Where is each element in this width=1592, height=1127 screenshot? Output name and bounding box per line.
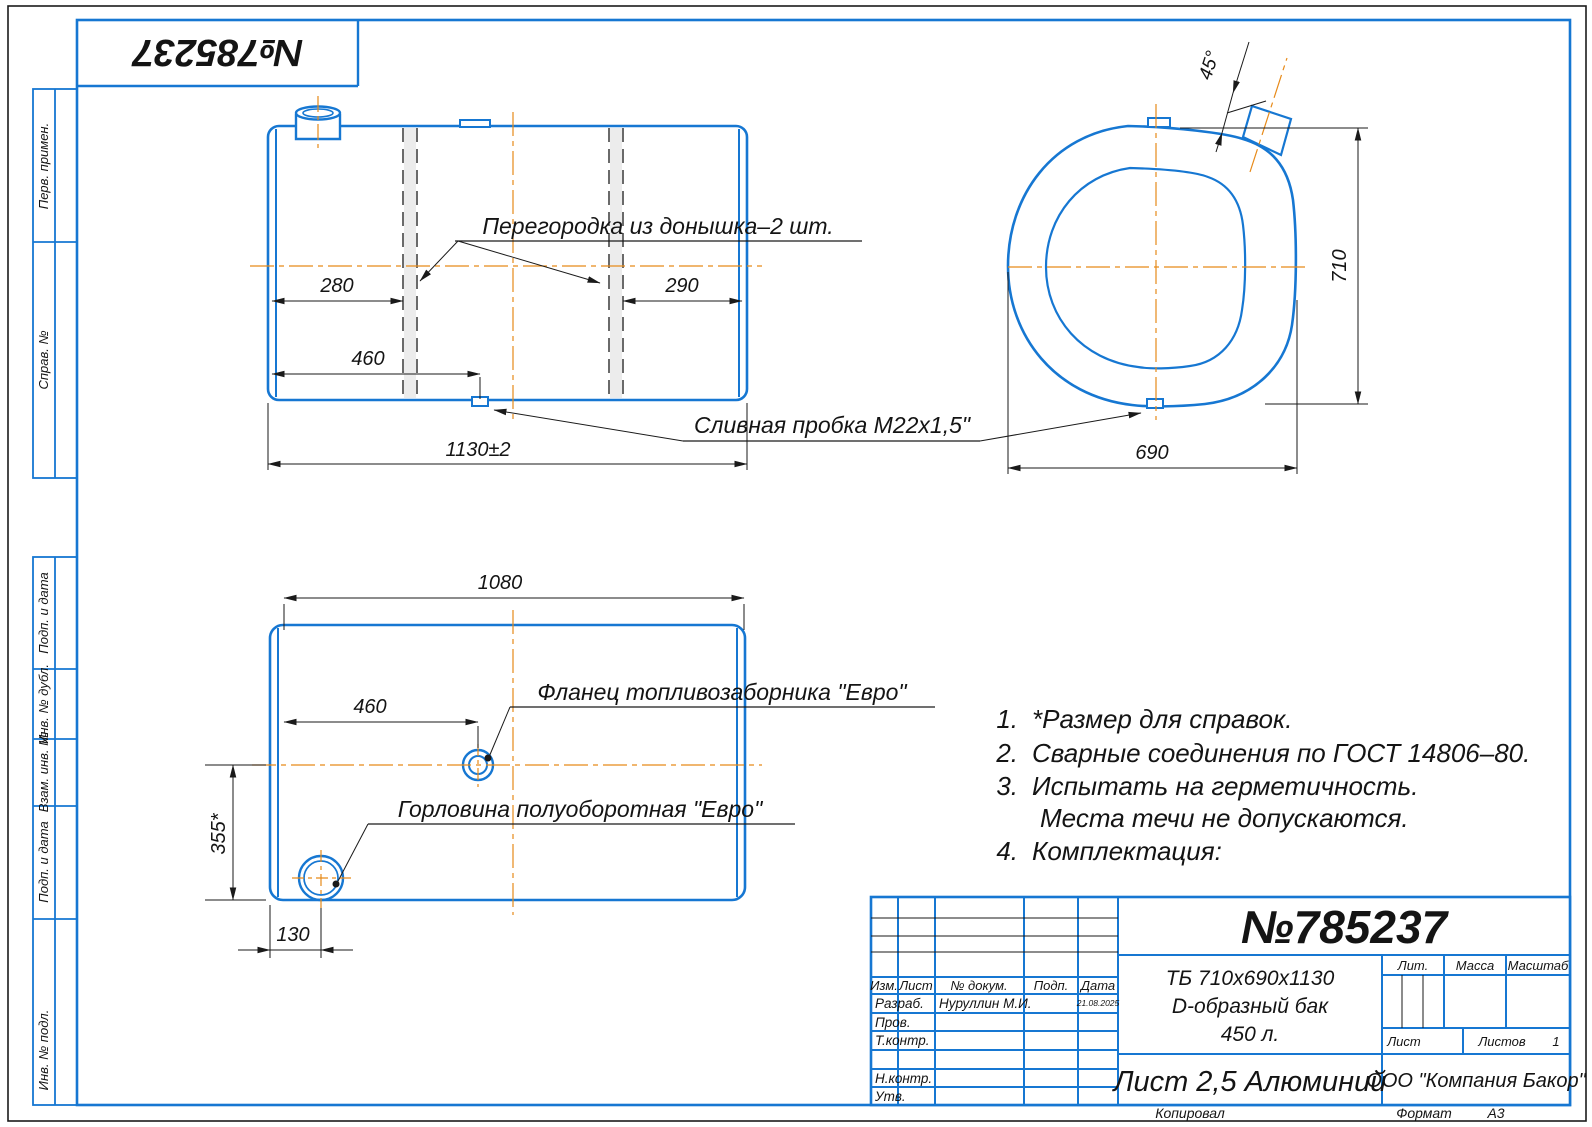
tb-doc-number: №785237 <box>1240 901 1448 953</box>
tb-sheets-label: Листов <box>1478 1034 1526 1049</box>
tb-razrab-name: Нуруллин М.И. <box>939 996 1032 1011</box>
front-filler-neck <box>296 96 340 152</box>
margin-label-vzam-inv: Взам. инв. № <box>36 731 51 813</box>
tb-tkontr-label: Т.контр. <box>875 1033 930 1048</box>
note-2-num: 2. <box>996 738 1018 768</box>
dim-130: 130 <box>276 924 310 946</box>
tb-header-masshtab: Масштаб <box>1507 958 1569 973</box>
front-tank-outline <box>268 126 747 400</box>
dim-1080: 1080 <box>477 572 523 594</box>
note-3b-text: Места течи не допускаются. <box>1040 803 1409 833</box>
tb-header-doc: № докум. <box>950 978 1008 993</box>
note-3-text: Испытать на герметичность. <box>1032 771 1419 801</box>
note-1-num: 1. <box>996 704 1018 734</box>
top-centerlines <box>252 610 762 915</box>
tb-designation-3: 450 л. <box>1220 1023 1280 1046</box>
margin-label-inv-podl: Инв. № подл. <box>36 1009 51 1091</box>
dim-290: 290 <box>665 275 699 297</box>
margin-labels <box>36 123 51 1091</box>
margin-label-sprav-no: Справ. № <box>36 330 51 390</box>
dim-690: 690 <box>1135 442 1169 464</box>
note-1-text: *Размер для справок. <box>1032 704 1293 734</box>
footer-format-value: А3 <box>1487 1105 1505 1121</box>
neck-label: Горловина полуоборотная "Евро" <box>397 796 763 822</box>
note-2-text: Сварные соединения по ГОСТ 14806–80. <box>1032 738 1531 768</box>
dim-355: 355* <box>208 813 230 855</box>
tb-header-list: Лист <box>899 978 933 993</box>
tb-sheet-label: Лист <box>1387 1034 1421 1049</box>
footer-format-label: Формат <box>1396 1105 1452 1121</box>
front-top-tab <box>460 120 490 127</box>
dim-710: 710 <box>1329 249 1351 283</box>
margin-label-podp-data-2: Подп. и дата <box>36 821 51 903</box>
front-view <box>250 96 1141 470</box>
dim-460-top: 460 <box>353 696 387 718</box>
drain-label: Сливная пробка М22х1,5" <box>693 412 971 438</box>
margin-label-inv-dubl: Инв. № дубл. <box>36 664 51 744</box>
tb-header-izm: Изм. <box>870 978 898 993</box>
flange-label: Фланец топливозаборника "Евро" <box>537 679 907 705</box>
top-view <box>205 572 935 958</box>
corner-doc-number: №785237 <box>132 31 304 73</box>
dim-280: 280 <box>320 275 354 297</box>
tb-utv-label: Утв. <box>875 1089 906 1104</box>
tb-header-podp: Подп. <box>1033 978 1069 993</box>
tb-company: ООО "Компания Бакор" <box>1366 1070 1586 1092</box>
note-4-text: Комплектация: <box>1032 836 1222 866</box>
margin-label-perv-primen: Перв. примен. <box>36 122 51 210</box>
side-view <box>1008 42 1368 474</box>
margin-label-podp-data-1: Подп. и дата <box>36 572 51 654</box>
corner-number-box <box>77 20 358 86</box>
tb-prov-label: Пров. <box>875 1015 911 1030</box>
note-3-num: 3. <box>996 771 1018 801</box>
tb-material: Лист 2,5 Алюминий <box>1113 1066 1387 1098</box>
tb-header-lit: Лит. <box>1397 958 1429 973</box>
tb-razrab-date: 21.08.2025 <box>1076 998 1120 1008</box>
dim-460-front: 460 <box>351 348 385 370</box>
tb-nkontr-label: Н.контр. <box>875 1071 933 1086</box>
partition-label: Перегородка из донышка–2 шт. <box>482 213 834 239</box>
partition-callout <box>420 213 862 283</box>
tb-header-data: Дата <box>1080 978 1116 993</box>
neck-callout <box>333 796 796 888</box>
tb-designation-2: D-образный бак <box>1171 995 1329 1018</box>
drain-callout <box>494 410 1141 441</box>
side-drain-plug <box>1147 399 1163 408</box>
top-dim-lines <box>205 598 744 958</box>
note-4-num: 4. <box>996 836 1018 866</box>
side-top-tab <box>1148 118 1170 127</box>
footer-copied: Копировал <box>1155 1105 1225 1121</box>
tb-sheets-value: 1 <box>1552 1034 1560 1049</box>
dim-1130: 1130±2 <box>445 439 511 461</box>
flange-callout <box>485 679 936 762</box>
dim-45deg: 45° <box>1195 48 1224 83</box>
title-block <box>870 897 1586 1105</box>
tb-header-massa: Масса <box>1455 958 1495 973</box>
tb-razrab-label: Разраб. <box>875 996 924 1011</box>
top-tank-outline <box>270 625 745 900</box>
tb-designation-1: ТБ 710х690х1130 <box>1165 967 1335 990</box>
footer-strip <box>1155 1105 1505 1121</box>
notes <box>995 704 1530 866</box>
